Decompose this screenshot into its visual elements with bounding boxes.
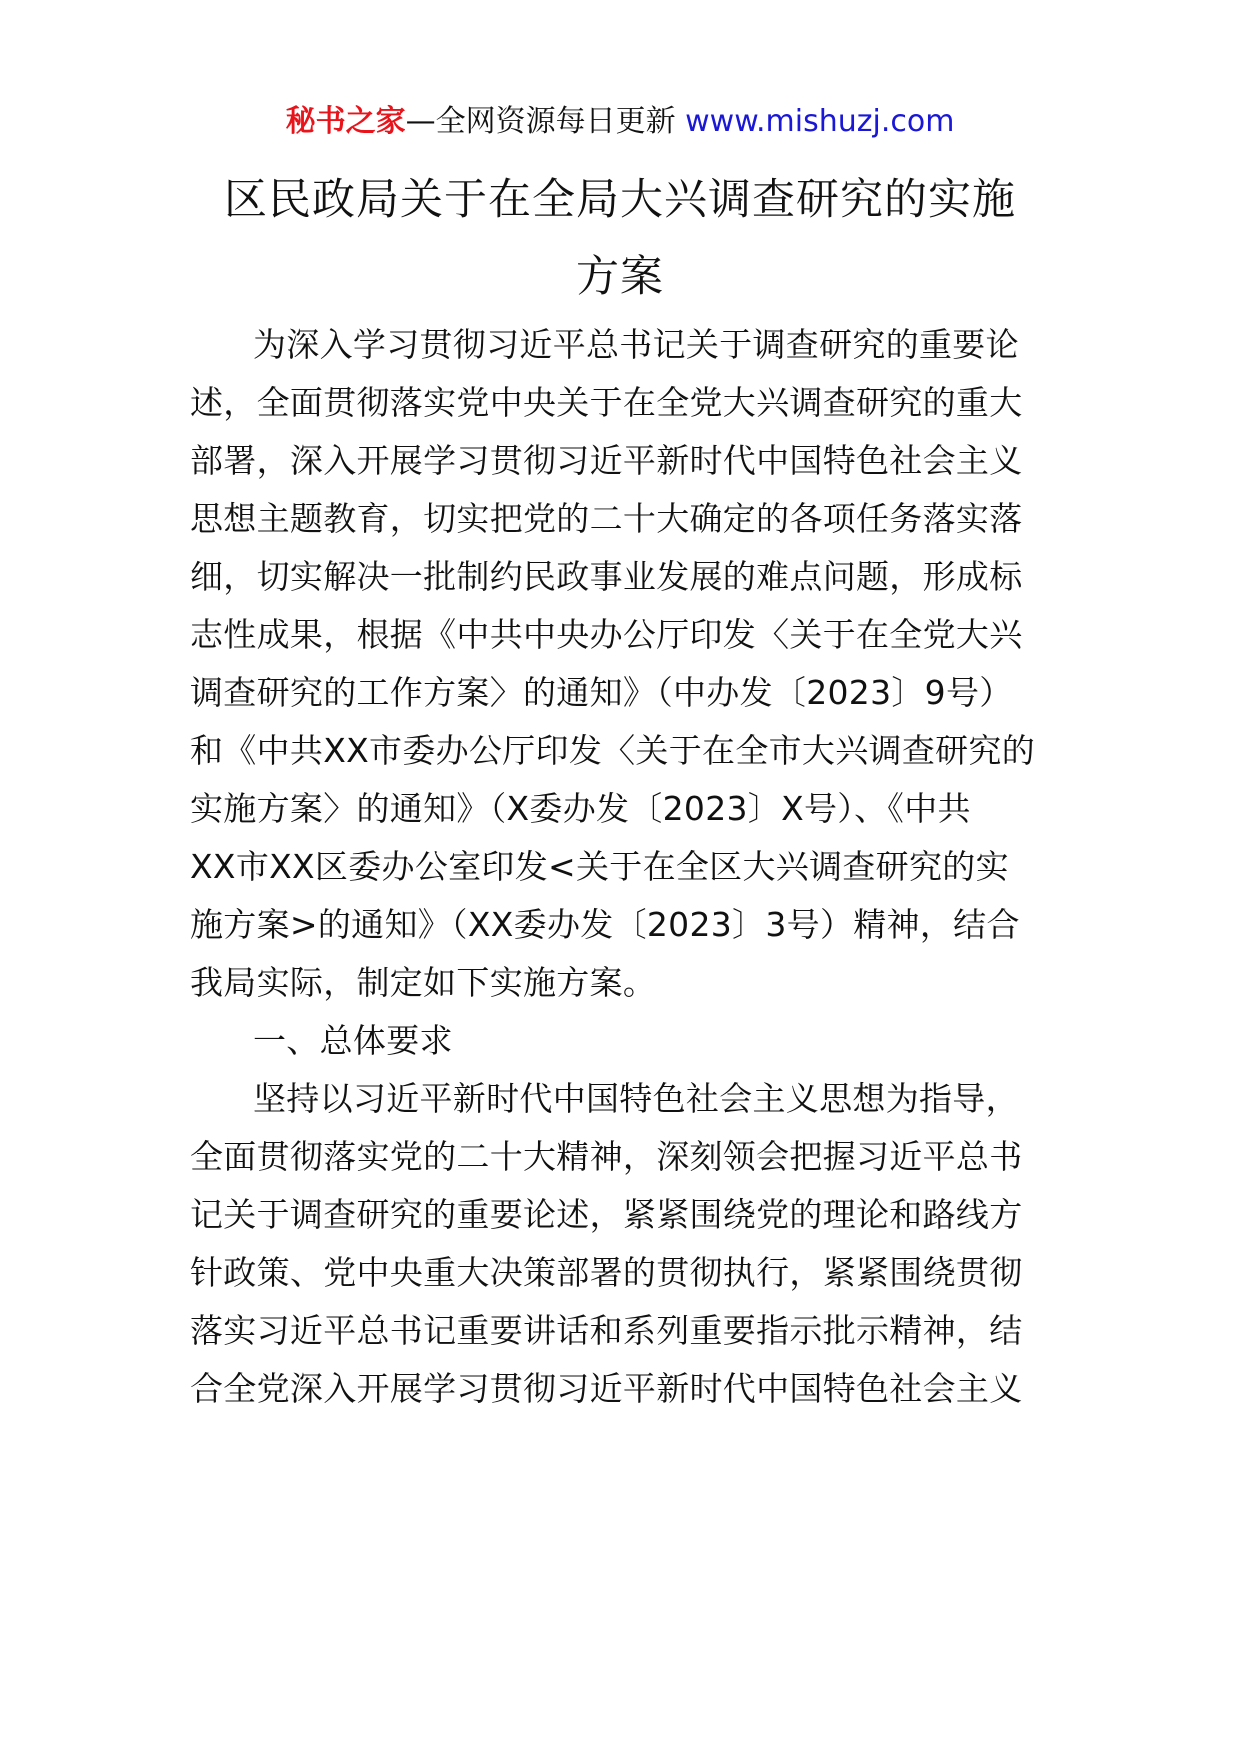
paragraph-line: 述，全面贯彻落实党中央关于在全党大兴调查研究的重大 <box>190 383 1023 422</box>
site-brand: 秘书之家 <box>285 104 406 139</box>
section-heading: 一、总体要求 <box>253 1021 453 1060</box>
paragraph-line: 坚持以习近平新时代中国特色社会主义思想为指导， <box>253 1079 1019 1118</box>
paragraph-line: 记关于调查研究的重要论述，紧紧围绕党的理论和路线方 <box>190 1195 1023 1234</box>
paragraph-line: 实施方案〉的通知》（X委办发〔2023〕X号）、《中共 <box>190 789 971 828</box>
paragraph-line: 细，切实解决一批制约民政事业发展的难点问题，形成标 <box>190 557 1023 596</box>
paragraph-line: 部署，深入开展学习贯彻习近平新时代中国特色社会主义 <box>190 441 1023 480</box>
title-line: 方案 <box>576 252 664 302</box>
paragraph-line: 合全党深入开展学习贯彻习近平新时代中国特色社会主义 <box>190 1369 1023 1408</box>
paragraph-line: 调查研究的工作方案〉的通知》（中办发〔2023〕9号） <box>190 673 1013 712</box>
paragraph-line: 全面贯彻落实党的二十大精神，深刻领会把握习近平总书 <box>190 1137 1023 1176</box>
paragraph-line: XX市XX区委办公室印发<关于在全区大兴调查研究的实 <box>190 847 1009 886</box>
site-url-link[interactable]: www.mishuzj.com <box>685 104 955 139</box>
document-title <box>190 162 1050 316</box>
paragraph-line: 志性成果，根据《中共中央办公厅印发〈关于在全党大兴 <box>190 615 1023 654</box>
site-header <box>0 100 1240 144</box>
paragraph-line: 为深入学习贯彻习近平总书记关于调查研究的重要论 <box>253 325 1019 364</box>
paragraph-line: 落实习近平总书记重要讲话和系列重要指示批示精神，结 <box>190 1311 1023 1350</box>
paragraph-line: 施方案>的通知》（XX委办发〔2023〕3号）精神，结合 <box>190 905 1020 944</box>
paragraph-line: 针政策、党中央重大决策部署的贯彻执行，紧紧围绕贯彻 <box>190 1253 1023 1292</box>
title-line: 区民政局关于在全局大兴调查研究的实施 <box>224 175 1016 225</box>
paragraph-line: 思想主题教育，切实把党的二十大确定的各项任务落实落 <box>190 499 1023 538</box>
site-tagline: —全网资源每日更新 <box>405 104 686 139</box>
paragraph-line: 和《中共XX市委办公厅印发〈关于在全市大兴调查研究的 <box>190 731 1036 770</box>
paragraph-line: 我局实际，制定如下实施方案。 <box>190 963 657 1002</box>
